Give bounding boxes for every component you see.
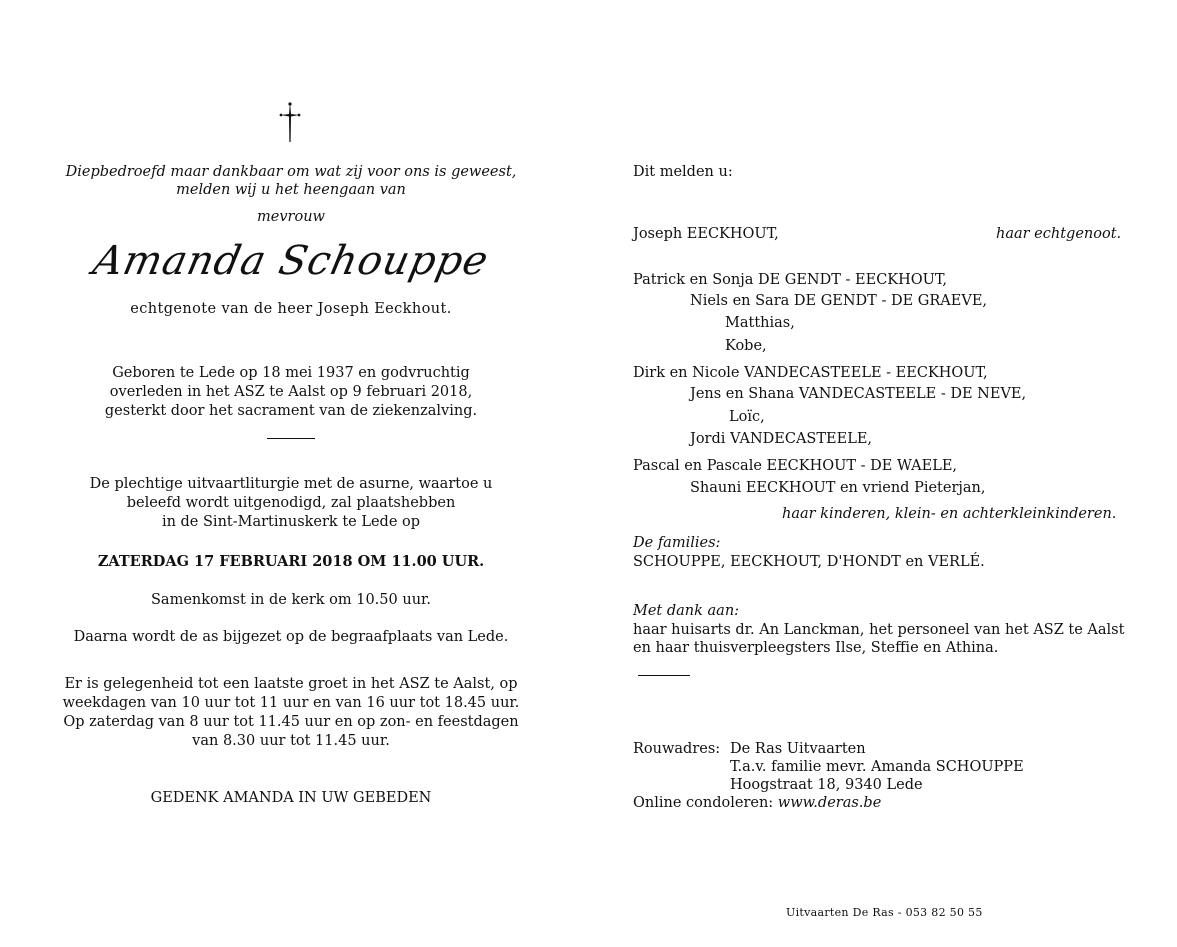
address-line-2: T.a.v. familie mevr. Amanda SCHOUPPE [730, 759, 1024, 775]
address-line-3: Hoogstraat 18, 9340 Lede [730, 777, 923, 793]
family-line: Jens en Shana VANDECASTEELE - DE NEVE, [690, 386, 1027, 402]
title-text: mevrouw [257, 209, 325, 225]
cross-icon [277, 100, 303, 144]
burial-text: Daarna wordt de as bijgezet op de begraafplaats van Lede. [73, 629, 509, 645]
funeral-line-2: beleefd wordt uitgenodigd, zal plaatshebben [126, 495, 456, 511]
family-line: Pascal en Pascale EECKHOUT - DE WAELE, [633, 458, 958, 474]
family-line: Loïc, [729, 409, 765, 425]
address-label: Rouwadres: [633, 741, 721, 757]
family-line: Kobe, [725, 338, 767, 354]
husband-name: Joseph EECKHOUT, [633, 226, 779, 242]
thanks-line-2: en haar thuisverpleegsters Ilse, Steffie en Athina. [633, 640, 999, 656]
intro-line-1: Diepbedroefd maar dankbaar om wat zij voor ons is geweest, [65, 164, 517, 180]
family-line: Matthias, [725, 315, 795, 331]
visit-line-2: weekdagen van 10 uur tot 11 uur en van 16 uur tot 18.45 uur. [62, 695, 520, 711]
family-line: Shauni EECKHOUT en vriend Pieterjan, [690, 480, 986, 496]
born-line-3: gesterkt door het sacrament van de ziekenzalving. [104, 403, 478, 419]
condolence-label: Online condoleren: [633, 795, 774, 811]
children-role: haar kinderen, klein- en achterkleinkinderen. [782, 506, 1117, 522]
deceased-name: Amanda Schouppe [89, 238, 493, 284]
announce-heading: Dit melden u: [633, 164, 733, 180]
husband-role: haar echtgenoot. [996, 226, 1122, 242]
condolence-url[interactable]: www.deras.be [777, 795, 882, 811]
intro-line-2: melden wij u het heengaan van [176, 182, 406, 198]
born-line-1: Geboren te Lede op 18 mei 1937 en godvruchtig [112, 365, 470, 381]
visit-line-3: Op zaterdag van 8 uur tot 11.45 uur en op zon- en feestdagen [63, 714, 519, 730]
family-line: Niels en Sara DE GENDT - DE GRAEVE, [690, 293, 988, 309]
funeral-line-1: De plechtige uitvaartliturgie met de asurne, waartoe u [89, 476, 493, 492]
families-label: De families: [633, 535, 721, 551]
visit-line-4: van 8.30 uur tot 11.45 uur. [192, 733, 390, 749]
family-line: Jordi VANDECASTEELE, [690, 431, 873, 447]
thanks-label: Met dank aan: [633, 603, 740, 619]
thanks-line-1: haar huisarts dr. An Lanckman, het personeel van het ASZ te Aalst [633, 622, 1125, 638]
families-names: SCHOUPPE, EECKHOUT, D'HONDT en VERLÉ. [633, 554, 985, 570]
family-line: Dirk en Nicole VANDECASTEELE - EECKHOUT, [633, 365, 988, 381]
divider-right [638, 675, 690, 676]
visit-line-1: Er is gelegenheid tot een laatste groet in het ASZ te Aalst, op [64, 676, 518, 692]
address-line-1: De Ras Uitvaarten [730, 741, 866, 757]
funeral-line-3: in de Sint-Martinuskerk te Lede op [161, 514, 421, 530]
born-line-2: overleden in het ASZ te Aalst op 9 februari 2018, [109, 384, 473, 400]
spouse-text: echtgenote van de heer Joseph Eeckhout. [130, 301, 452, 317]
condolence-line [633, 795, 881, 811]
prayer-text: GEDENK AMANDA IN UW GEBEDEN [150, 790, 432, 806]
funeral-date: ZATERDAG 17 FEBRUARI 2018 OM 11.00 UUR. [97, 553, 485, 570]
family-line: Patrick en Sonja DE GENDT - EECKHOUT, [633, 272, 948, 288]
footer-text: Uitvaarten De Ras - 053 82 50 55 [786, 906, 983, 919]
gathering-text: Samenkomst in de kerk om 10.50 uur. [151, 592, 431, 608]
divider-left [267, 438, 315, 439]
